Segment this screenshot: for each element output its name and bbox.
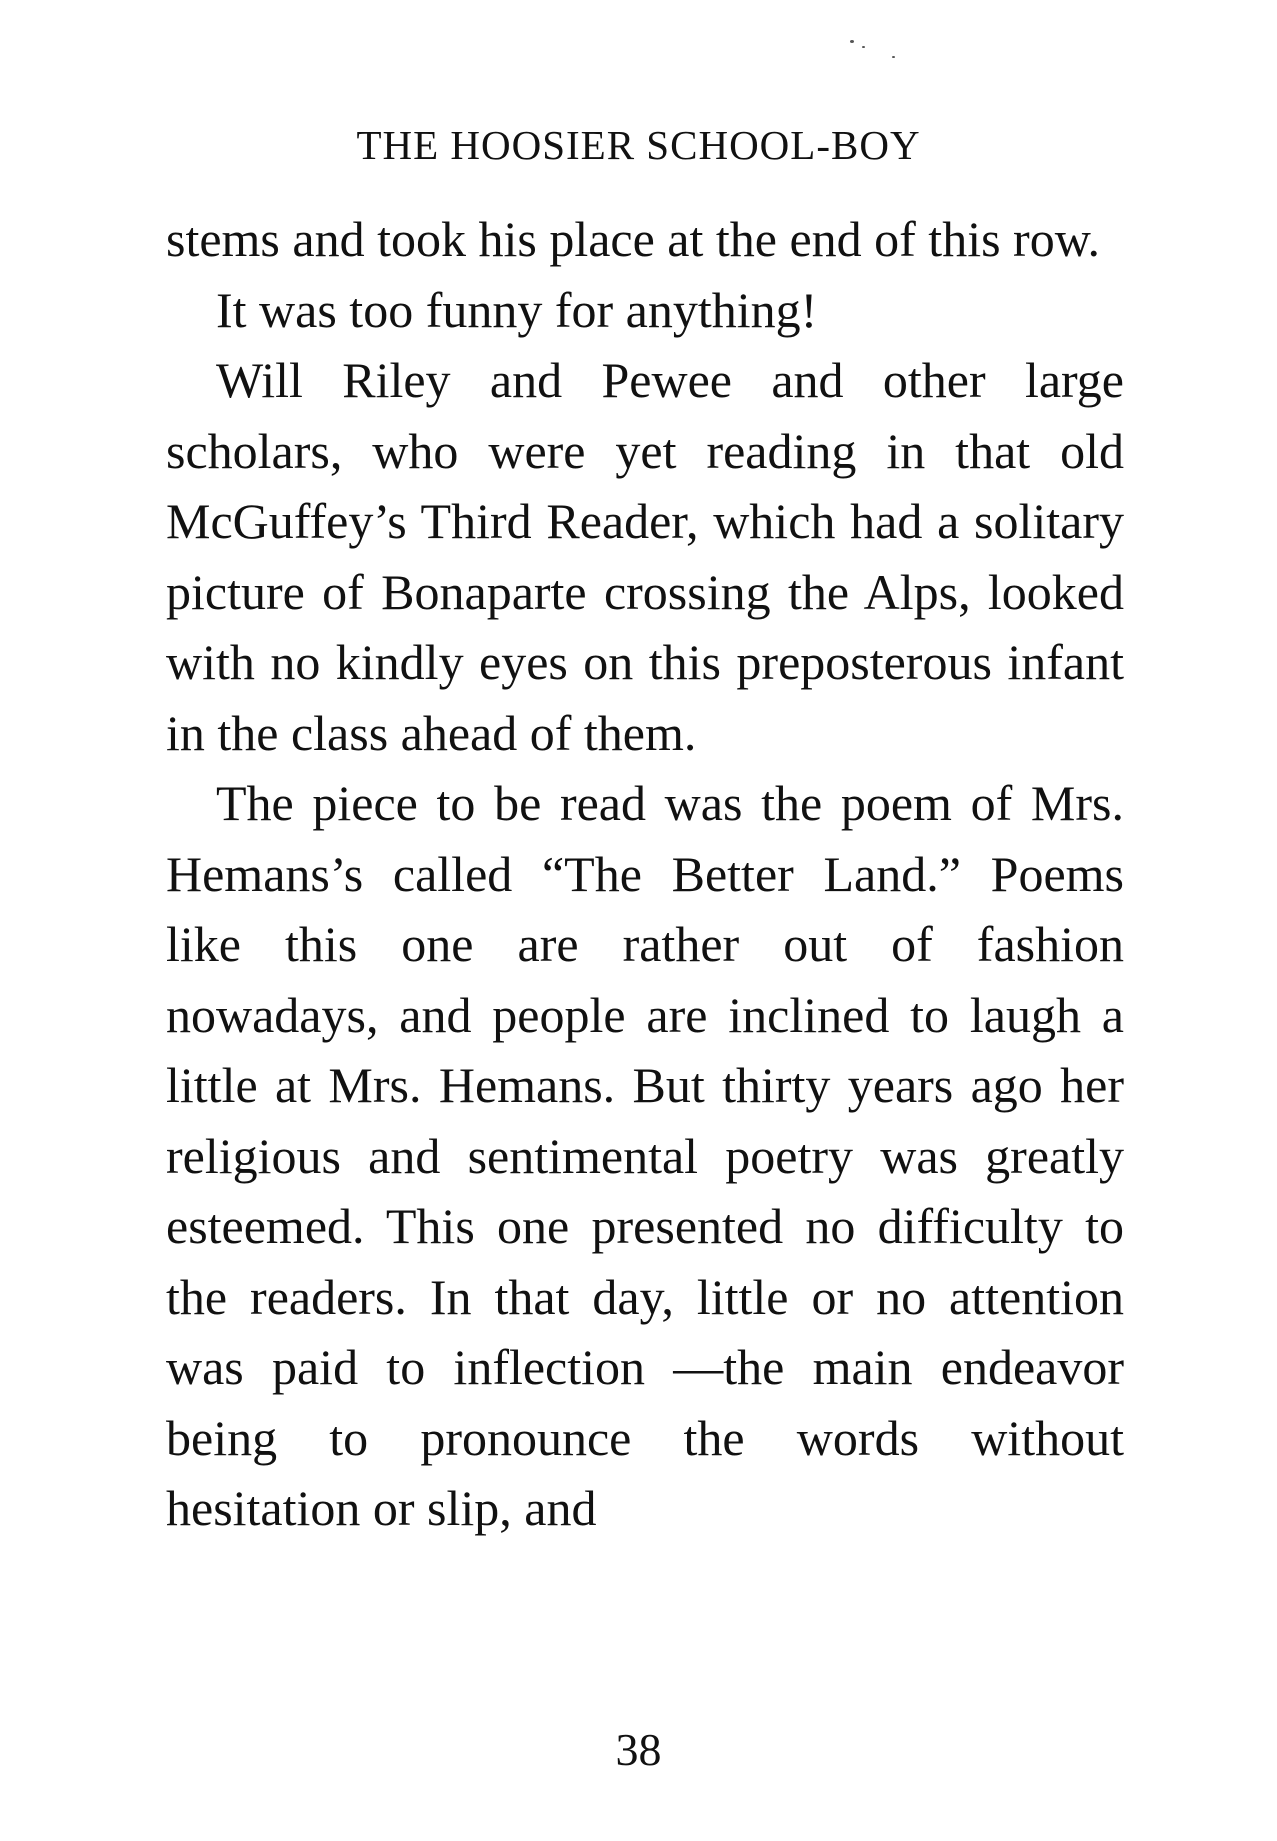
paragraph: It was too funny for anything! — [216, 281, 818, 338]
scan-speck — [862, 46, 865, 48]
paragraph-continued: stems and took his place at the end of this row. — [166, 211, 1101, 267]
scan-speck — [850, 40, 854, 43]
scan-speck — [892, 56, 895, 58]
page-number: 38 — [615, 1724, 662, 1775]
running-head: THE HOOSIER SCHOOL-BOY — [356, 122, 921, 168]
paragraph: Will Riley and Pewee and other large scholars, who were yet reading in that old McGuffey’s Third Reader, which had a solitary picture of Bonaparte crossing the Alps, looked with no kindly eyes on this preposterous infant in the class ahead of them. — [166, 352, 1124, 761]
body-text — [166, 204, 1124, 1544]
paragraph: The piece to be read was the poem of Mrs. Hemans’s called “The Better Land.” Poems like this one are rather out of fashion nowadays, and people are inclined to laugh a little at Mrs. Hemans. But thirty years ago her religious and sentimental poetry was greatly esteemed. This one presented no difficulty to the readers. In that day, little or no attention was paid to inflection —the main endeavor being to pronounce the words without hesitation or slip, and — [166, 775, 1124, 1536]
